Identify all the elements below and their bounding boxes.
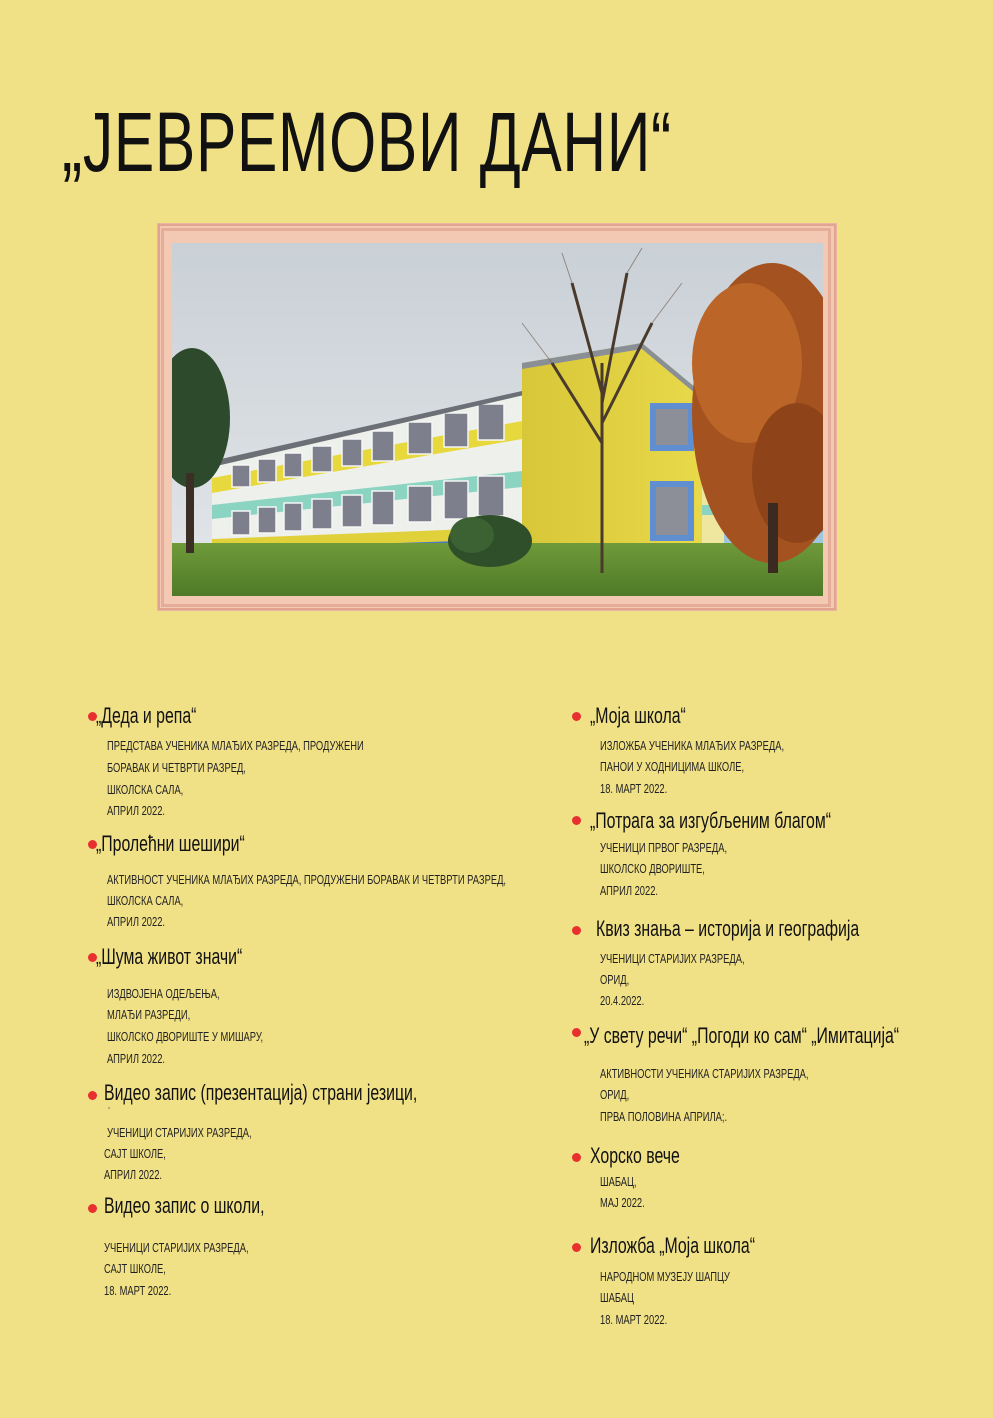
- school-building-photo: [172, 243, 823, 596]
- bullet-icon: [572, 1153, 581, 1162]
- bullet-icon: [88, 1204, 97, 1213]
- event-detail: АПРИЛ 2022.: [600, 883, 659, 898]
- event-detail: БОРАВАК И ЧЕТВРТИ РАЗРЕД,: [107, 760, 246, 775]
- event-detail: ШКОЛСКО ДВОРИШТЕ,: [600, 861, 705, 876]
- event-detail: 18. МАРТ 2022.: [600, 781, 668, 796]
- event-detail: АКТИВНОСТИ УЧЕНИКА СТАРИЈИХ РАЗРЕДА,: [600, 1066, 809, 1081]
- event-title: „У свету речи“ „Погоди ко сам“ „Имитација“: [584, 1023, 900, 1048]
- event-detail: ШКОЛСКА САЛА,: [107, 893, 184, 908]
- event-title: Изложба „Моја школа“: [590, 1233, 756, 1258]
- event-detail: ПРЕДСТАВА УЧЕНИКА МЛАЂИХ РАЗРЕДА, ПРОДУЖЕНИ: [107, 738, 364, 753]
- event-detail: 20.4.2022.: [600, 993, 645, 1008]
- event-detail: МЛАЂИ РАЗРЕДИ,: [107, 1007, 191, 1022]
- bullet-icon: [572, 1028, 581, 1037]
- event-detail: УЧЕНИЦИ ПРВОГ РАЗРЕДА,: [600, 840, 728, 855]
- event-detail: АКТИВНОСТ УЧЕНИКА МЛАЂИХ РАЗРЕДА, ПРОДУЖЕНИ БОРАВАК И ЧЕТВРТИ РАЗРЕД,: [107, 872, 507, 887]
- event-title: „Моја школа“: [590, 703, 686, 728]
- bullet-icon: [572, 712, 581, 721]
- event-title: „Потрага за изгубљеним благом“: [590, 808, 832, 833]
- event-detail: ШКОЛСКО ДВОРИШТЕ У МИШАРУ,: [107, 1029, 264, 1044]
- event-title: Квиз знања – историја и географија: [596, 916, 860, 941]
- event-detail: АПРИЛ 2022.: [107, 914, 166, 929]
- event-detail: АПРИЛ 2022.: [107, 803, 166, 818]
- stray-mark: ': [108, 1106, 110, 1115]
- event-title: Видео запис о школи,: [104, 1193, 265, 1218]
- event-detail: УЧЕНИЦИ СТАРИЈИХ РАЗРЕДА,: [104, 1240, 249, 1255]
- event-detail: АПРИЛ 2022.: [104, 1167, 163, 1182]
- event-detail: УЧЕНИЦИ СТАРИЈИХ РАЗРЕДА,: [600, 951, 745, 966]
- photo-frame: [158, 224, 836, 610]
- event-title: „Пролећни шешири“: [96, 831, 245, 856]
- bullet-icon: [572, 816, 581, 825]
- event-detail: 18. МАРТ 2022.: [600, 1312, 668, 1327]
- event-detail: 18. МАРТ 2022.: [104, 1283, 172, 1298]
- event-detail: УЧЕНИЦИ СТАРИЈИХ РАЗРЕДА,: [107, 1125, 252, 1140]
- event-detail: ИЗДВОЈЕНА ОДЕЉЕЊА,: [107, 986, 220, 1001]
- event-detail: ИЗЛОЖБА УЧЕНИКА МЛАЂИХ РАЗРЕДА,: [600, 738, 785, 753]
- event-detail: ПАНОИ У ХОДНИЦИМА ШКОЛЕ,: [600, 759, 745, 774]
- bullet-icon: [572, 1243, 581, 1252]
- event-title: „Шума живот значи“: [96, 944, 243, 969]
- page-title: „ЈЕВРЕМОВИ ДАНИ“: [62, 95, 672, 189]
- event-detail: ОРИД,: [600, 972, 630, 987]
- event-title: Видео запис (презентација) страни језици,: [104, 1080, 418, 1105]
- event-detail: САЈТ ШКОЛЕ,: [104, 1261, 166, 1276]
- event-detail: АПРИЛ 2022.: [107, 1051, 166, 1066]
- bullet-icon: [572, 926, 581, 935]
- event-detail: ОРИД,: [600, 1087, 630, 1102]
- event-title: Хорско вече: [590, 1143, 680, 1168]
- event-detail: НАРОДНОМ МУЗЕЈУ ШАПЦУ: [600, 1269, 730, 1284]
- event-detail: ШАБАЦ: [600, 1290, 634, 1305]
- event-detail: МАЈ 2022.: [600, 1195, 645, 1210]
- event-detail: САЈТ ШКОЛЕ,: [104, 1146, 166, 1161]
- bullet-icon: [88, 1091, 97, 1100]
- event-detail: ШАБАЦ,: [600, 1174, 637, 1189]
- event-title: „Деда и репа“: [96, 703, 197, 728]
- event-detail: ПРВА ПОЛОВИНА АПРИЛА;.: [600, 1109, 728, 1124]
- event-detail: ШКОЛСКА САЛА,: [107, 782, 184, 797]
